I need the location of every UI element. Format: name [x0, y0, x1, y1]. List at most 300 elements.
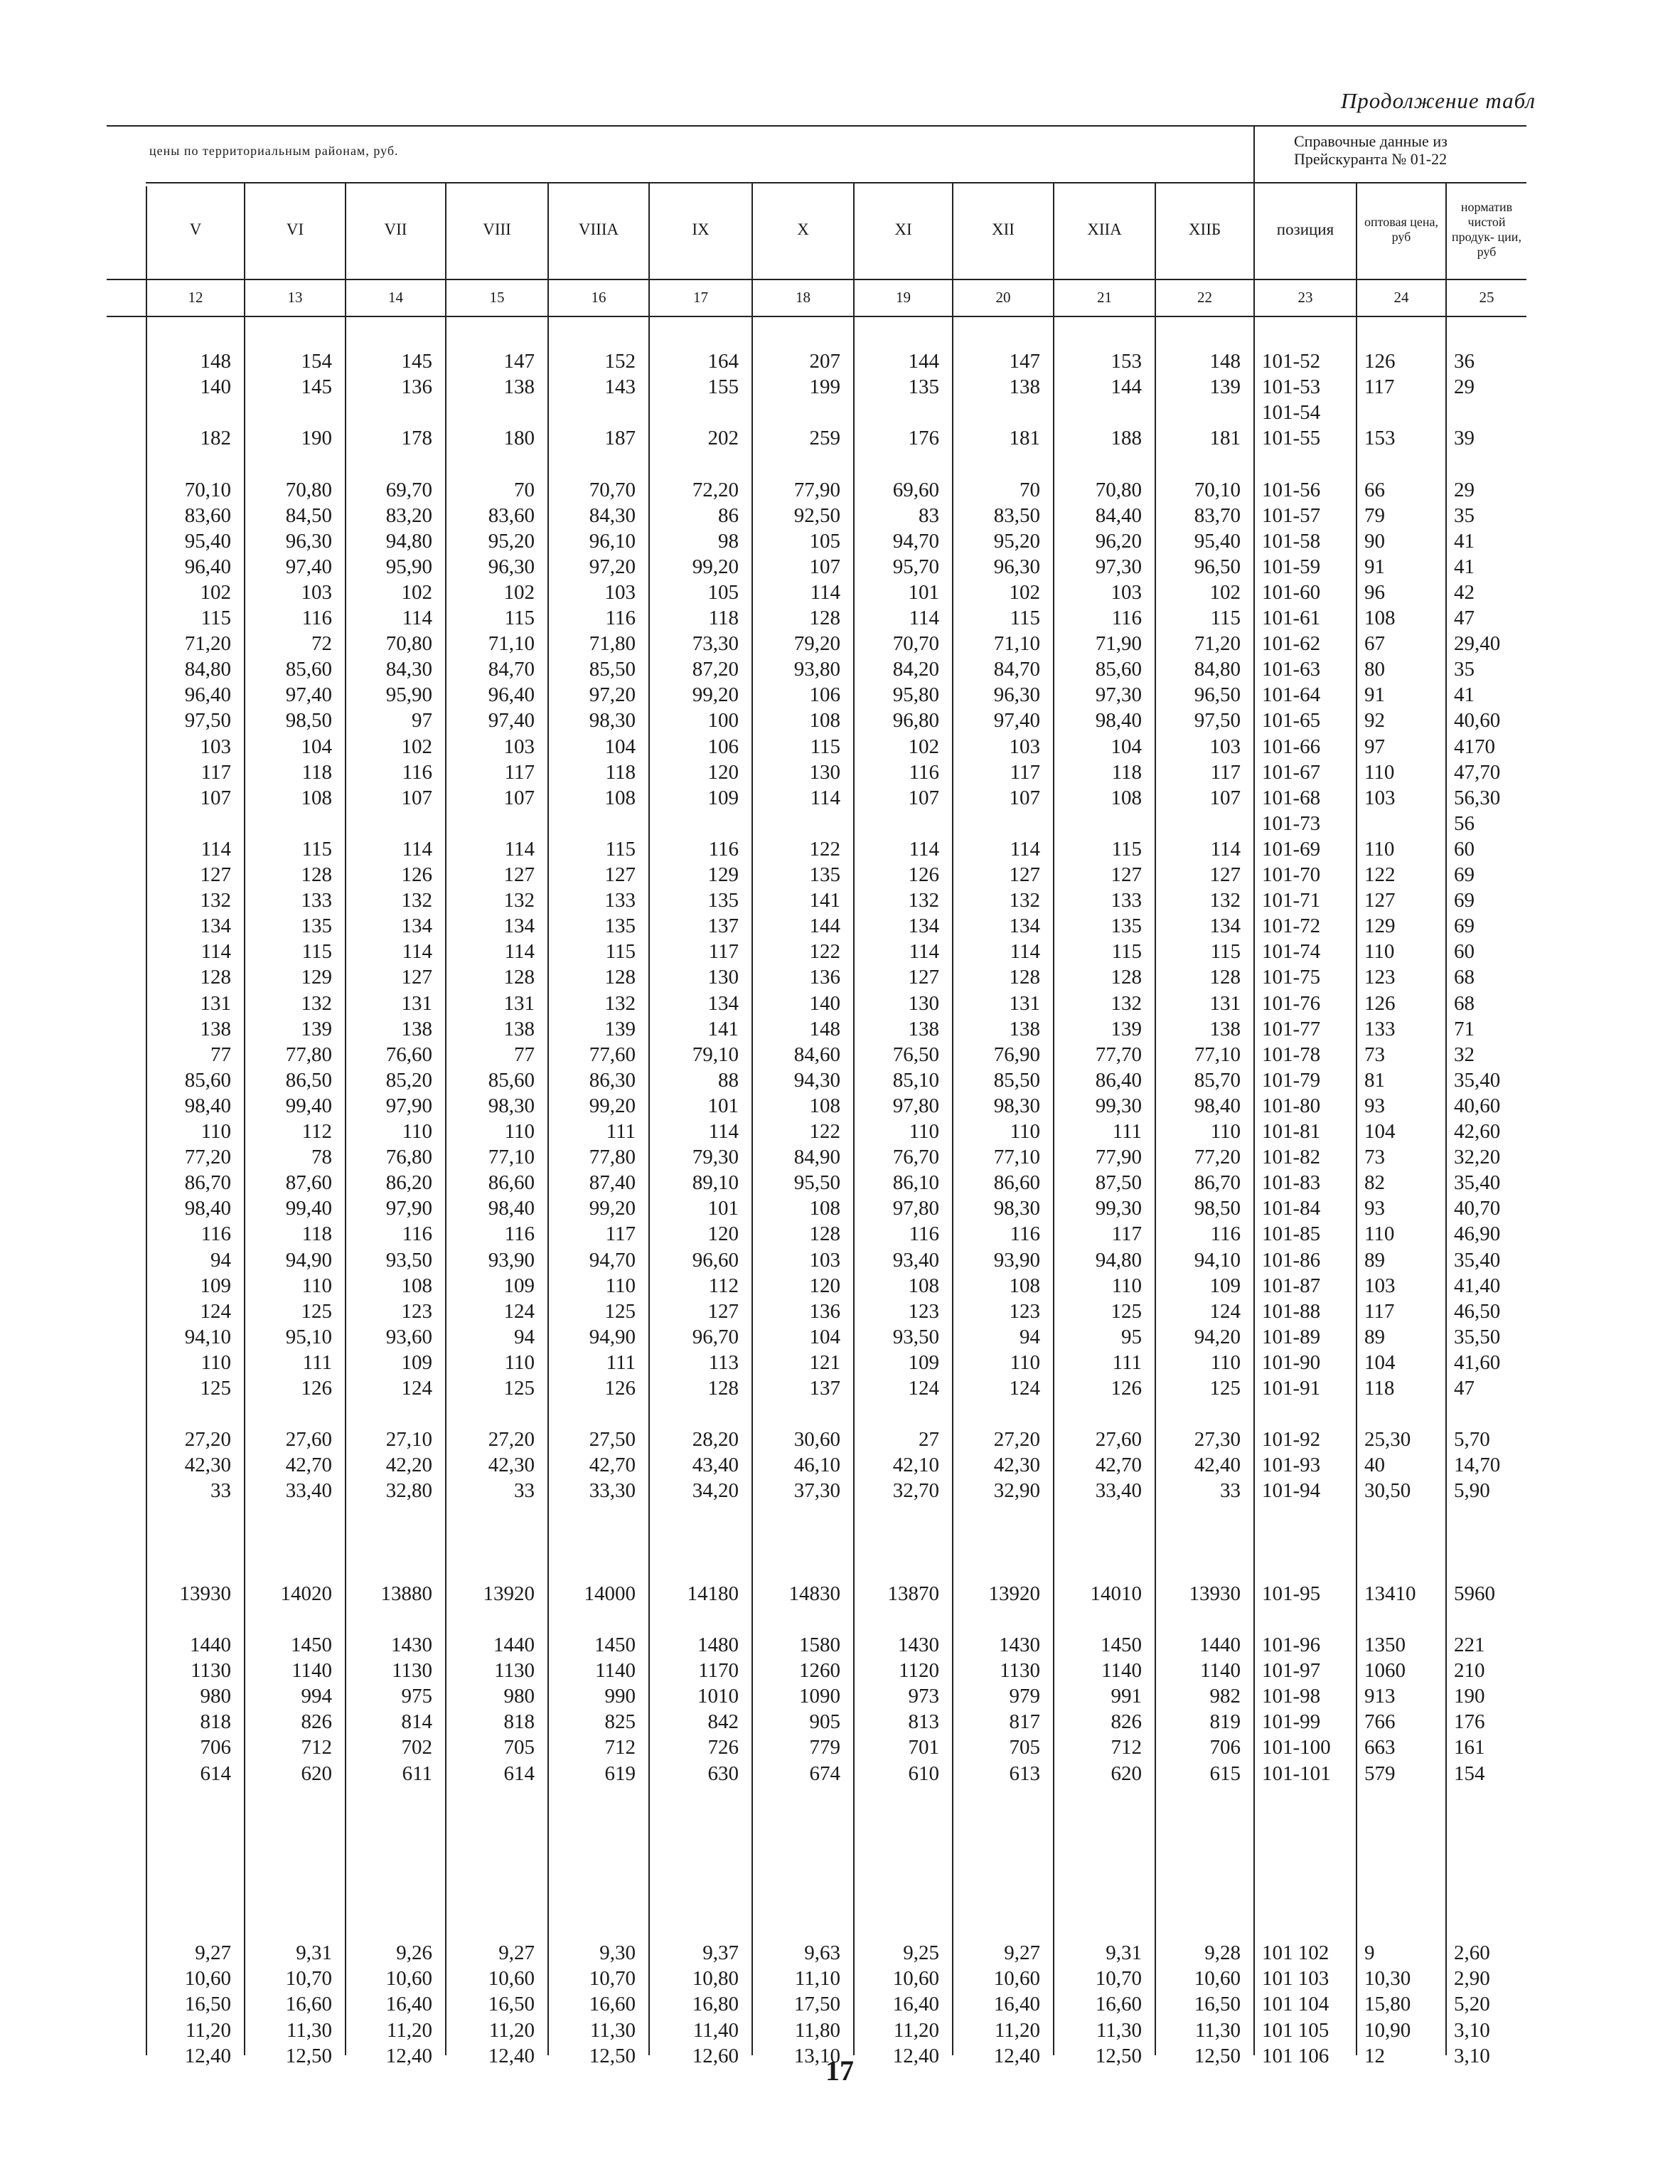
table-cell: 701 — [908, 1736, 939, 1759]
table-cell: 109 — [908, 1351, 939, 1374]
table-cell: 106 — [707, 735, 739, 758]
table-cell: 60 — [1454, 837, 1475, 861]
table-cell: 114 — [708, 1120, 739, 1143]
table-cell: 83,50 — [993, 504, 1040, 527]
table-cell: 96,40 — [184, 555, 231, 578]
table-cell: 70 — [1020, 478, 1040, 501]
table-cell: 115 — [810, 735, 840, 758]
table-cell: 3,10 — [1454, 2044, 1490, 2067]
table-cell: 107 — [200, 786, 231, 809]
table-cell: 79 — [1364, 504, 1385, 527]
table-cell: 32,70 — [892, 1479, 939, 1503]
table-cell: 69 — [1454, 889, 1475, 912]
table-cell: 27,60 — [285, 1428, 332, 1451]
table-cell: 93,50 — [892, 1325, 939, 1348]
table-cell: 104 — [1364, 1120, 1396, 1143]
table-cell: 101-96 — [1262, 1634, 1321, 1656]
table-cell: 71,90 — [1095, 632, 1142, 656]
table-cell: 133 — [301, 889, 332, 912]
table-cell: 712 — [301, 1736, 332, 1759]
table-cell: 190 — [1454, 1685, 1485, 1708]
table-cell: 101-77 — [1262, 1017, 1321, 1040]
table-cell: 115 — [1210, 940, 1241, 964]
table-cell: 73,30 — [692, 632, 739, 656]
table-cell: 95,40 — [184, 529, 231, 553]
table-cell: 99,30 — [1095, 1197, 1142, 1220]
table-cell: 116 — [708, 837, 739, 861]
table-cell: 86,70 — [1194, 1171, 1241, 1195]
table-cell: 82 — [1364, 1171, 1385, 1195]
table-cell: 42,20 — [385, 1454, 432, 1477]
table-cell: 180 — [503, 427, 535, 450]
table-cell: 126 — [301, 1377, 332, 1400]
table-cell: 42,60 — [1454, 1120, 1501, 1143]
table-cell: 16,40 — [993, 1993, 1040, 2016]
table-cell: 103 — [1364, 1274, 1396, 1297]
table-cell: 95,70 — [892, 555, 939, 578]
column-header: XI — [894, 220, 912, 238]
column-rule — [345, 182, 346, 2055]
table-cell: 85,60 — [184, 1068, 231, 1092]
table-cell: 12,60 — [692, 2044, 739, 2067]
table-cell: 10,60 — [385, 1967, 432, 1991]
table-cell: 98,40 — [184, 1094, 231, 1117]
table-cell: 128 — [1209, 966, 1241, 989]
table-cell: 1090 — [799, 1685, 840, 1708]
table-cell: 155 — [707, 375, 739, 399]
table-cell: 131 — [1009, 991, 1040, 1015]
table-cell: 207 — [809, 350, 840, 373]
table-cell: 101-85 — [1262, 1222, 1321, 1246]
table-cell: 126 — [604, 1377, 636, 1400]
table-cell: 610 — [908, 1762, 939, 1785]
table-cell: 86,70 — [184, 1171, 231, 1195]
table-cell: 101-101 — [1262, 1762, 1331, 1785]
table-cell: 134 — [401, 915, 432, 938]
table-cell: 116 — [1210, 1222, 1241, 1246]
column-number: 22 — [1197, 288, 1212, 306]
table-cell: 108 — [401, 1274, 432, 1297]
table-cell: 42,10 — [892, 1454, 939, 1477]
table-cell: 115 — [200, 607, 231, 629]
table-cell: 94,10 — [1194, 1248, 1241, 1272]
table-cell: 66 — [1364, 478, 1385, 501]
table-cell: 139 — [1111, 1017, 1142, 1040]
table-cell: 994 — [301, 1685, 332, 1708]
table-cell: 101-68 — [1262, 786, 1321, 809]
table-cell: 116 — [1111, 607, 1142, 629]
table-cell: 46,10 — [793, 1454, 840, 1477]
table-cell: 139 — [301, 1017, 332, 1040]
table-cell: 115 — [1111, 837, 1142, 861]
table-cell: 126 — [401, 863, 432, 886]
table-cell: 101-73 — [1262, 811, 1321, 835]
table-cell: 127 — [908, 966, 939, 989]
table-cell: 187 — [604, 427, 636, 450]
table-cell: 1440 — [493, 1634, 535, 1656]
table-cell: 101-94 — [1262, 1479, 1321, 1503]
table-cell: 87,40 — [589, 1171, 636, 1195]
column-header: позиция — [1276, 220, 1334, 238]
table-cell: 99,20 — [692, 555, 739, 578]
table-cell: 706 — [200, 1736, 231, 1759]
table-cell: 96,70 — [692, 1325, 739, 1348]
table-cell: 1430 — [898, 1634, 939, 1656]
column-rule — [952, 182, 953, 2055]
table-cell: 30,50 — [1364, 1479, 1411, 1503]
table-cell: 135 — [707, 889, 739, 912]
table-cell: 145 — [301, 375, 332, 399]
table-cell: 35,50 — [1454, 1325, 1501, 1348]
table-cell: 905 — [809, 1710, 840, 1734]
table-cell: 108 — [809, 709, 840, 733]
table-cell: 42,30 — [488, 1454, 535, 1477]
table-cell: 70,80 — [1095, 478, 1142, 501]
table-cell: 12,40 — [184, 2044, 231, 2067]
table-cell: 28,20 — [692, 1428, 739, 1451]
table-cell: 110 — [200, 1351, 231, 1374]
table-cell: 134 — [1009, 915, 1040, 938]
table-cell: 133 — [604, 889, 636, 912]
table-cell: 104 — [809, 1325, 840, 1348]
table-cell: 84,40 — [1095, 504, 1142, 527]
table-cell: 123 — [401, 1299, 432, 1323]
table-cell: 126 — [1111, 1377, 1142, 1400]
table-cell: 10,60 — [993, 1967, 1040, 1991]
table-cell: 33,30 — [589, 1479, 636, 1503]
table-cell: 77,80 — [589, 1146, 636, 1169]
table-cell: 11,20 — [994, 2018, 1040, 2042]
table-cell: 27,50 — [589, 1428, 636, 1451]
table-cell: 104 — [1111, 735, 1142, 758]
table-cell: 127 — [503, 863, 535, 886]
table-cell: 101 — [707, 1094, 739, 1117]
table-cell: 84,80 — [184, 658, 231, 681]
table-cell: 96,20 — [1095, 529, 1142, 553]
table-cell: 126 — [1364, 350, 1396, 373]
table-cell: 40 — [1364, 1454, 1385, 1477]
table-cell: 13930 — [1189, 1582, 1241, 1605]
column-rule — [547, 182, 549, 2055]
table-cell: 101-69 — [1262, 837, 1321, 861]
table-cell: 122 — [809, 1120, 840, 1143]
table-cell: 35,40 — [1454, 1171, 1501, 1195]
table-cell: 33 — [514, 1479, 535, 1503]
table-cell: 86,10 — [892, 1171, 939, 1195]
table-cell: 134 — [503, 915, 535, 938]
table-cell: 103 — [809, 1248, 840, 1272]
table-cell: 114 — [1010, 940, 1040, 964]
table-cell: 108 — [809, 1197, 840, 1220]
table-cell: 97,80 — [892, 1197, 939, 1220]
table-cell: 41 — [1454, 683, 1475, 707]
table-cell: 117 — [200, 760, 231, 784]
table-cell: 97,40 — [488, 709, 535, 733]
table-cell: 12,40 — [892, 2044, 939, 2067]
table-cell: 138 — [908, 1017, 939, 1040]
table-cell: 84,80 — [1194, 658, 1241, 681]
table-cell: 101-52 — [1262, 350, 1321, 373]
table-cell: 87,50 — [1095, 1171, 1142, 1195]
table-cell: 110 — [1364, 1222, 1395, 1246]
table-cell: 1440 — [1199, 1634, 1241, 1656]
table-cell: 27,10 — [385, 1428, 432, 1451]
table-cell: 131 — [401, 991, 432, 1015]
table-cell: 115 — [1111, 940, 1142, 964]
table-cell: 77 — [514, 1043, 535, 1066]
table-cell: 143 — [604, 375, 636, 399]
reference-subtitle-line2: Прейскуранта № 01-22 — [1294, 150, 1448, 168]
table-cell: 110 — [1364, 760, 1395, 784]
table-cell: 117 — [1111, 1222, 1142, 1246]
table-cell: 42,40 — [1194, 1454, 1241, 1477]
table-cell: 129 — [707, 863, 739, 886]
table-cell: 101-71 — [1262, 889, 1321, 912]
table-cell: 116 — [909, 1222, 939, 1246]
table-cell: 140 — [809, 991, 840, 1015]
table-cell: 1010 — [697, 1685, 739, 1708]
table-cell: 99,40 — [285, 1094, 332, 1117]
table-cell: 40,60 — [1454, 1094, 1501, 1117]
table-cell: 138 — [200, 1017, 231, 1040]
table-cell: 95,20 — [488, 529, 535, 553]
table-cell: 95,90 — [385, 683, 432, 707]
table-cell: 39 — [1454, 427, 1475, 450]
table-cell: 127 — [200, 863, 231, 886]
table-cell: 76,70 — [892, 1146, 939, 1169]
table-cell: 114 — [402, 607, 432, 629]
table-cell: 132 — [604, 991, 636, 1015]
table-cell: 117 — [1210, 760, 1241, 784]
table-cell: 114 — [810, 786, 840, 809]
table-cell: 9 — [1364, 1941, 1375, 1965]
table-cell: 164 — [707, 350, 739, 373]
table-cell: 97,90 — [385, 1094, 432, 1117]
table-cell: 47 — [1454, 607, 1475, 629]
table-cell: 96 — [1364, 580, 1385, 604]
table-cell: 113 — [708, 1351, 739, 1374]
table-cell: 94,90 — [589, 1325, 636, 1348]
table-cell: 153 — [1111, 350, 1142, 373]
table-cell: 16,60 — [1095, 1993, 1142, 2016]
table-cell: 118 — [301, 760, 332, 784]
table-cell: 103 — [604, 580, 636, 604]
table-cell: 127 — [1364, 889, 1396, 912]
column-number: 21 — [1097, 288, 1112, 306]
table-cell: 136 — [809, 966, 840, 989]
column-number: 14 — [388, 288, 403, 306]
table-cell: 80 — [1364, 658, 1385, 681]
column-rule — [648, 182, 650, 2055]
table-cell: 107 — [1209, 786, 1241, 809]
table-cell: 12 — [1364, 2044, 1385, 2067]
table-cell: 89,10 — [692, 1171, 739, 1195]
table-cell: 202 — [707, 427, 739, 450]
table-cell: 30,60 — [793, 1428, 840, 1451]
table-cell: 181 — [1009, 427, 1040, 450]
table-cell: 130 — [908, 991, 939, 1015]
column-number: 12 — [188, 288, 203, 306]
table-cell: 131 — [1209, 991, 1241, 1015]
table-cell: 110 — [504, 1351, 535, 1374]
table-cell: 132 — [200, 889, 231, 912]
table-cell: 124 — [503, 1299, 535, 1323]
table-cell: 29,40 — [1454, 632, 1501, 656]
table-cell: 94,80 — [1095, 1248, 1142, 1272]
table-cell: 116 — [200, 1222, 231, 1246]
table-cell: 103 — [1209, 735, 1241, 758]
table-cell: 85,50 — [589, 658, 636, 681]
table-cell: 9,27 — [1004, 1941, 1040, 1965]
table-cell: 13870 — [887, 1582, 939, 1605]
table-cell: 14180 — [687, 1582, 739, 1605]
table-cell: 101-78 — [1262, 1043, 1321, 1066]
table-cell: 94,70 — [892, 529, 939, 553]
table-cell: 77,10 — [488, 1146, 535, 1169]
table-cell: 27,20 — [488, 1428, 535, 1451]
table-cell: 46,90 — [1454, 1222, 1501, 1246]
table-cell: 90 — [1364, 529, 1385, 553]
table-cell: 71,20 — [184, 632, 231, 656]
table-cell: 72 — [311, 632, 332, 656]
table-cell: 104 — [1364, 1351, 1396, 1374]
table-cell: 813 — [908, 1710, 939, 1734]
table-cell: 101 102 — [1262, 1941, 1329, 1965]
table-cell: 83,70 — [1194, 504, 1241, 527]
table-cell: 145 — [401, 350, 432, 373]
table-cell: 118 — [605, 760, 636, 784]
table-cell: 712 — [604, 1736, 636, 1759]
table-cell: 114 — [504, 837, 535, 861]
table-cell: 101-61 — [1262, 607, 1321, 629]
table-cell: 826 — [1111, 1710, 1142, 1734]
table-cell: 118 — [1111, 760, 1142, 784]
table-cell: 84,70 — [488, 658, 535, 681]
table-cell: 83 — [919, 504, 939, 527]
table-cell: 12,50 — [1194, 2044, 1241, 2067]
table-cell: 221 — [1454, 1634, 1485, 1656]
table-cell: 77,20 — [1194, 1146, 1241, 1169]
table-cell: 107 — [401, 786, 432, 809]
table-cell: 101-57 — [1262, 504, 1321, 527]
table-cell: 102 — [401, 580, 432, 604]
table-cell: 79,10 — [692, 1043, 739, 1066]
table-cell: 128 — [301, 863, 332, 886]
table-cell: 814 — [401, 1710, 432, 1734]
table-cell: 95,20 — [993, 529, 1040, 553]
table-cell: 13930 — [179, 1582, 231, 1605]
table-cell: 122 — [809, 940, 840, 964]
column-rule — [445, 182, 446, 2055]
table-cell: 138 — [503, 375, 535, 399]
table-cell: 101-59 — [1262, 555, 1321, 578]
table-cell: 77,60 — [589, 1043, 636, 1066]
table-cell: 34,20 — [692, 1479, 739, 1503]
table-cell: 114 — [909, 837, 939, 861]
table-cell: 125 — [503, 1377, 535, 1400]
table-cell: 176 — [908, 427, 939, 450]
table-cell: 85,60 — [285, 658, 332, 681]
table-cell: 12,40 — [385, 2044, 432, 2067]
table-cell: 16,60 — [285, 1993, 332, 2016]
column-number: 16 — [591, 288, 606, 306]
table-cell: 115 — [504, 607, 535, 629]
table-cell: 101-87 — [1262, 1274, 1321, 1297]
table-cell: 144 — [809, 915, 840, 938]
table-cell: 1130 — [392, 1659, 432, 1683]
table-cell: 127 — [1111, 863, 1142, 886]
page-number: 17 — [825, 2055, 854, 2087]
table-cell: 108 — [604, 786, 636, 809]
table-cell: 32,80 — [385, 1479, 432, 1503]
table-cell: 86,60 — [993, 1171, 1040, 1195]
table-cell: 13920 — [483, 1582, 535, 1605]
table-cell: 33 — [210, 1479, 231, 1503]
table-cell: 1130 — [494, 1659, 535, 1683]
table-cell: 87,60 — [285, 1171, 332, 1195]
table-cell: 101-70 — [1262, 863, 1321, 886]
table-cell: 98,30 — [993, 1197, 1040, 1220]
table-cell: 95 — [1121, 1325, 1142, 1348]
column-number: 17 — [693, 288, 708, 306]
table-cell: 36 — [1454, 350, 1475, 373]
table-cell: 110 — [1210, 1120, 1241, 1143]
continuation-caption: Продолжение табл — [1340, 88, 1536, 113]
column-rule — [853, 182, 855, 2055]
table-cell: 107 — [809, 555, 840, 578]
table-cell: 614 — [200, 1762, 231, 1785]
table-cell: 42,30 — [184, 1454, 231, 1477]
table-cell: 9,27 — [195, 1941, 231, 1965]
table-cell: 41 — [1454, 529, 1475, 553]
table-cell: 135 — [301, 915, 332, 938]
table-cell: 132 — [1209, 889, 1241, 912]
column-header: XII — [992, 220, 1015, 238]
table-cell: 818 — [200, 1710, 231, 1734]
table-cell: 108 — [908, 1274, 939, 1297]
table-cell: 35 — [1454, 504, 1475, 527]
table-cell: 103 — [503, 735, 535, 758]
table-cell: 122 — [1364, 863, 1396, 886]
table-cell: 4170 — [1454, 735, 1495, 758]
table-cell: 120 — [707, 1222, 739, 1246]
column-rule — [1053, 182, 1054, 2055]
table-cell: 115 — [605, 940, 636, 964]
table-cell: 117 — [1364, 1299, 1395, 1323]
table-cell: 181 — [1209, 427, 1241, 450]
table-cell: 93,40 — [892, 1248, 939, 1272]
table-cell: 96,40 — [184, 683, 231, 707]
table-cell: 85,70 — [1194, 1068, 1241, 1092]
table-cell: 116 — [301, 607, 332, 629]
table-cell: 96,30 — [993, 555, 1040, 578]
table-cell: 98 — [718, 529, 739, 553]
table-cell: 16,60 — [589, 1993, 636, 2016]
table-cell: 115 — [301, 940, 332, 964]
table-cell: 104 — [604, 735, 636, 758]
table-cell: 1130 — [191, 1659, 231, 1683]
table-cell: 674 — [809, 1762, 840, 1785]
table-cell: 101-65 — [1262, 709, 1321, 733]
table-cell: 84,70 — [993, 658, 1040, 681]
table-cell: 178 — [401, 427, 432, 450]
table-cell: 101-54 — [1262, 401, 1321, 425]
table-cell: 101-64 — [1262, 683, 1321, 707]
table-cell: 1140 — [1101, 1659, 1142, 1683]
table-cell: 110 — [1364, 837, 1395, 861]
table-cell: 702 — [401, 1736, 432, 1759]
table-cell: 5960 — [1454, 1582, 1495, 1605]
